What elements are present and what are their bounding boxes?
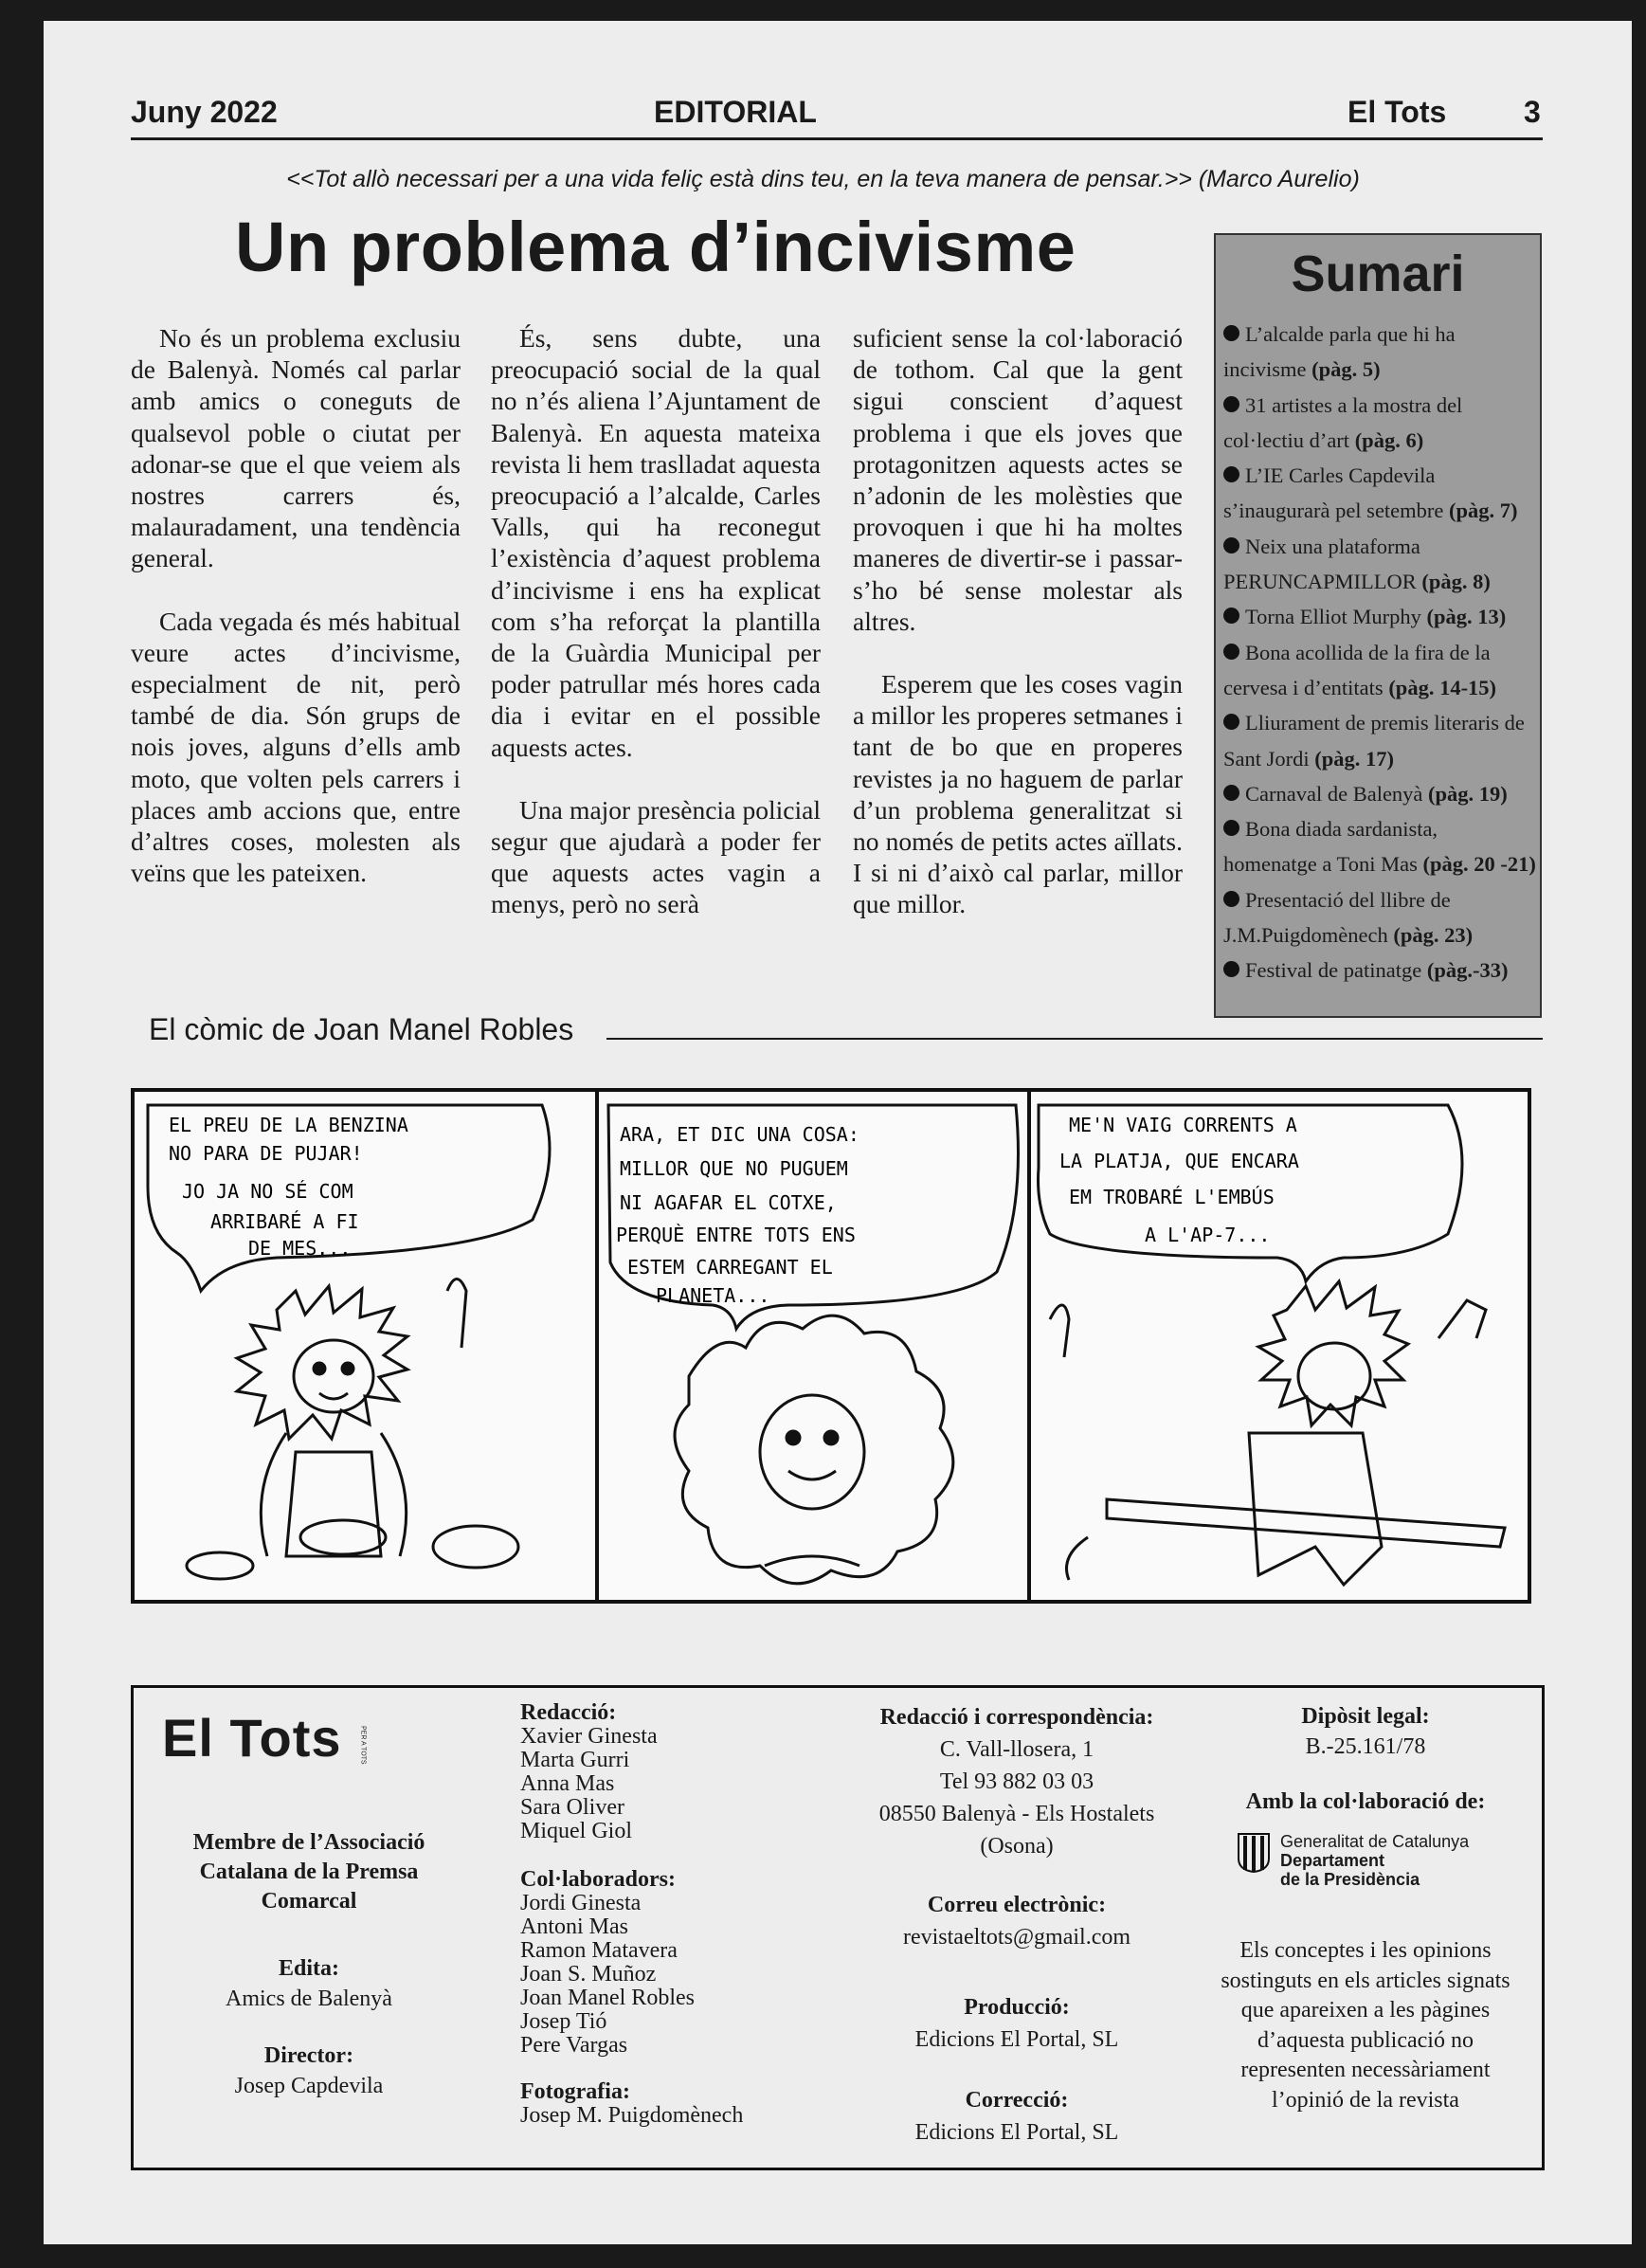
bullet-icon — [1223, 785, 1239, 801]
comic-panel-1 — [135, 1092, 595, 1600]
speech-line: PERQUÈ ENTRE TOTS ENS — [616, 1224, 856, 1246]
gencat-emblem-icon — [1237, 1832, 1271, 1874]
comic-label: El còmic de Joan Manel Robles — [149, 1012, 574, 1046]
speech-line: PLANETA... — [656, 1284, 770, 1307]
sumari-item[interactable]: Torna Elliot Murphy (pàg. 13) — [1223, 599, 1536, 634]
header-date: Juny 2022 — [131, 95, 278, 129]
bullet-icon — [1223, 891, 1239, 907]
paragraph: És, sens dubte, una preocupació social de la qual no n’és aliena l’Ajuntament de Balenyà. En aquesta mateixa revista li hem traslladat aquesta preocupació a l’alcalde, Carles Valls, qui ha reconegut l’existència d’aquest problema d’incivisme i ens ha explicat com s’ha reforçat la plantilla de la Guàrdia Municipal per poder patrullar més hores cada dia i evitar en el possible aquests actes. — [491, 323, 821, 762]
quote: <<Tot allò necessari per a una vida feliç està dins teu, en la teva manera de pensar.>> (Marco Aurelio) — [286, 166, 1360, 192]
speech-line: JO JA NO SÉ COM — [182, 1180, 353, 1203]
fotografia-block: Fotografia: Josep M. Puigdomènech — [520, 2079, 744, 2128]
paragraph: Una major presència policial segur que ajudarà a poder fer que aquests actes vagin a menys, però no serà — [491, 794, 821, 919]
speech-line: MILLOR QUE NO PUGUEM — [620, 1157, 848, 1180]
sumari-item[interactable]: L’IE Carles Capdevila s’inaugurarà pel setembre (pàg. 7) — [1223, 463, 1518, 523]
bullet-icon — [1223, 820, 1239, 836]
article-title: Un problema d’incivisme — [235, 208, 1076, 286]
speech-line: EM TROBARÉ L'EMBÚS — [1069, 1186, 1275, 1208]
colaboracio-label: Amb la col·laboració de: — [1245, 1789, 1486, 1814]
speech-line: ESTEM CARREGANT EL — [627, 1256, 833, 1279]
paragraph: No és un problema exclusiu de Balenyà. Només cal parlar amb amics o coneguts de qualsevol poble o ciutat per adonar-se que el que veiem als nostres carrers és, malauradament, una tendència general. — [131, 323, 461, 573]
diposit-block: Dipòsit legal: B.-25.161/78 — [1301, 1704, 1430, 1759]
header-section: EDITORIAL — [654, 95, 817, 129]
article-column-1 — [131, 322, 461, 919]
paragraph: Cada vegada és més habitual veure actes d’incivisme, especialment de nit, però també de dia. Són grups de nois joves, alguns d’ells amb moto, que volten pels carrers i places amb accions que, entre d’altres coses, molesten als veïns que les pateixen. — [131, 606, 461, 888]
speech-line: ME'N VAIG CORRENTS A — [1069, 1114, 1297, 1136]
sumari-item[interactable]: Neix una plataforma PERUNCAPMILLOR (pàg. 8) — [1223, 534, 1491, 594]
correccio-block: Correcció: Edicions El Portal, SL — [914, 2088, 1119, 2145]
produccio-block: Producció: Edicions El Portal, SL — [914, 1995, 1119, 2052]
correu-block: Correu electrònic: revistaeltots@gmail.com — [846, 1889, 1187, 1953]
header-publication: El Tots — [1348, 95, 1447, 129]
speech-line: A L'AP-7... — [1145, 1224, 1271, 1246]
redaccio-block: Redacció: Xavier Ginesta Marta Gurri Anna Mas Sara Oliver Miquel Giol — [520, 1700, 658, 1843]
bullet-icon — [1223, 714, 1239, 730]
article-column-2 — [491, 322, 821, 952]
speech-line: ARA, ET DIC UNA COSA: — [620, 1123, 859, 1146]
bullet-icon — [1223, 644, 1239, 660]
bullet-icon — [1223, 961, 1239, 977]
correspondencia-block: Redacció i correspondència: C. Vall-llosera, 1 Tel 93 882 03 03 08550 Balenyà - Els Hostalets (Osona) — [878, 1705, 1155, 1859]
bullet-icon — [1223, 396, 1239, 412]
sumari-item[interactable]: 31 artistes a la mostra del col·lectiu d’art (pàg. 6) — [1223, 392, 1463, 452]
disclaimer: Els conceptes i les opinions sostinguts en els articles signats que apareixen a les pàgines d’aquesta publicació no representen necessàriament l’opinió de la revista — [1221, 1938, 1510, 2113]
paragraph: Esperem que les coses vagin a millor les properes setmanes i tant de bo que en properes revistes ja no haguem de parlar d’un problema generalitzat si no només de petits actes aïllats. I si ni d’això cal parlar, millor que millor. — [853, 669, 1183, 919]
sumari-box — [1214, 233, 1542, 1018]
article-column-3 — [853, 322, 1183, 952]
header-rule — [131, 137, 1543, 140]
sumari-item[interactable]: Bona diada sardanista, homenatge a Toni Mas (pàg. 20 -21) — [1223, 817, 1536, 877]
paragraph: suficient sense la col·laboració de tothom. Cal que la gent sigui conscient d’aquest problema i que els joves que protagonitzen aquests actes se n’adonin de les molèsties que provoquen i que hi ha moltes maneres de divertir-se i passar-s’ho bé sense molestar als altres. — [853, 323, 1183, 636]
membership: Membre de l’Associació Catalana de la Premsa Comarcal — [192, 1830, 425, 1914]
comic-strip — [131, 1088, 1531, 1604]
sumari-item[interactable]: Bona acollida de la fira de la cervesa i d’entitats (pàg. 14-15) — [1223, 640, 1497, 699]
comic-rule — [606, 1038, 1543, 1040]
email-link[interactable]: revistaeltots@gmail.com — [902, 1925, 1131, 1950]
sumari-title: Sumari — [1291, 245, 1465, 302]
logo: El Tots — [162, 1708, 342, 1768]
lion-character-icon — [1050, 1281, 1505, 1585]
colaboradors-block: Col·laboradors: Jordi Ginesta Antoni Mas Ramon Matavera Joan S. Muñoz Joan Manel Robles Josep Tió Pere Vargas — [520, 1867, 695, 2058]
speech-line: NO PARA DE PUJAR! — [169, 1142, 363, 1165]
speech-line: NI AGAFAR EL COTXE, — [620, 1191, 837, 1214]
sumari-item[interactable]: Presentació del llibre de J.M.Puigdomènech (pàg. 23) — [1223, 887, 1474, 948]
director-block: Director: Josep Capdevila — [234, 2043, 384, 2098]
lion-character-icon — [187, 1279, 518, 1580]
speech-line: EL PREU DE LA BENZINA — [169, 1114, 408, 1136]
sumari-item[interactable]: Lliurament de premis literaris de Sant Jordi (pàg. 17) — [1223, 711, 1525, 771]
comic-panel-3 — [1027, 1092, 1524, 1600]
comic-panel-2-drawing — [599, 1092, 1031, 1600]
sumari-item[interactable]: Carnaval de Balenyà (pàg. 19) — [1223, 776, 1536, 811]
header-page-number: 3 — [1524, 95, 1541, 129]
sumari-item[interactable]: Festival de patinatge (pàg.-33) — [1223, 953, 1536, 988]
lion-character-icon — [675, 1315, 953, 1584]
comic-panel-2 — [595, 1092, 1031, 1600]
speech-line: ARRIBARÉ A FI — [210, 1210, 359, 1233]
logo-small: PER A TOTS — [359, 1726, 367, 1765]
bullet-icon — [1223, 325, 1239, 341]
bullet-icon — [1223, 537, 1239, 553]
logo-block — [162, 1708, 475, 1768]
speech-line: DE MES... — [248, 1237, 352, 1260]
sumari-item[interactable]: L’alcalde parla que hi ha incivisme (pàg. 5) — [1223, 322, 1456, 382]
bullet-icon — [1223, 608, 1239, 624]
colophon: El Tots PER A TOTS Membre de l’Associació Catalana de la Premsa Comarcal Edita: Amics de Balenyà Director: Josep Capdevila Redacció: Xavier Ginesta Marta Gurri Anna Mas Sara Oliver Miquel Giol Col·laboradors: Jordi Ginesta Antoni Mas Ramon Matavera Joan S. Muñoz Joan Manel Robles Josep Tió Pere Vargas Fotografia: Josep M. Puigdomènech Redacció i correspondència: C. Vall-llosera, 1 Tel 93 882 03 03 08550 Balenyà - Els Hostalets (Osona) Correu electrònic: revistaeltots@gmail.com Producció: Edicions El Portal, SL Correcció: Edicions El Portal, SL Dipòsit legal: B.-25.161/78 Amb la col·laboració de: Generalitat de Catalunya Departament de la Presidència Els conceptes i les opinions sostinguts en els articles signats que apareixen a les pàgines d’aquesta publicació no representen necessàriament l’opinió de la revista — [131, 1685, 1545, 2170]
speech-line: LA PLATJA, QUE ENCARA — [1059, 1150, 1299, 1172]
bullet-icon — [1223, 466, 1239, 482]
sumari-list — [1216, 317, 1540, 989]
comic-panel-3-drawing — [1031, 1092, 1524, 1600]
edita-block: Edita: Amics de Balenyà — [226, 1956, 392, 2011]
comic-panel-1-drawing — [135, 1092, 595, 1600]
